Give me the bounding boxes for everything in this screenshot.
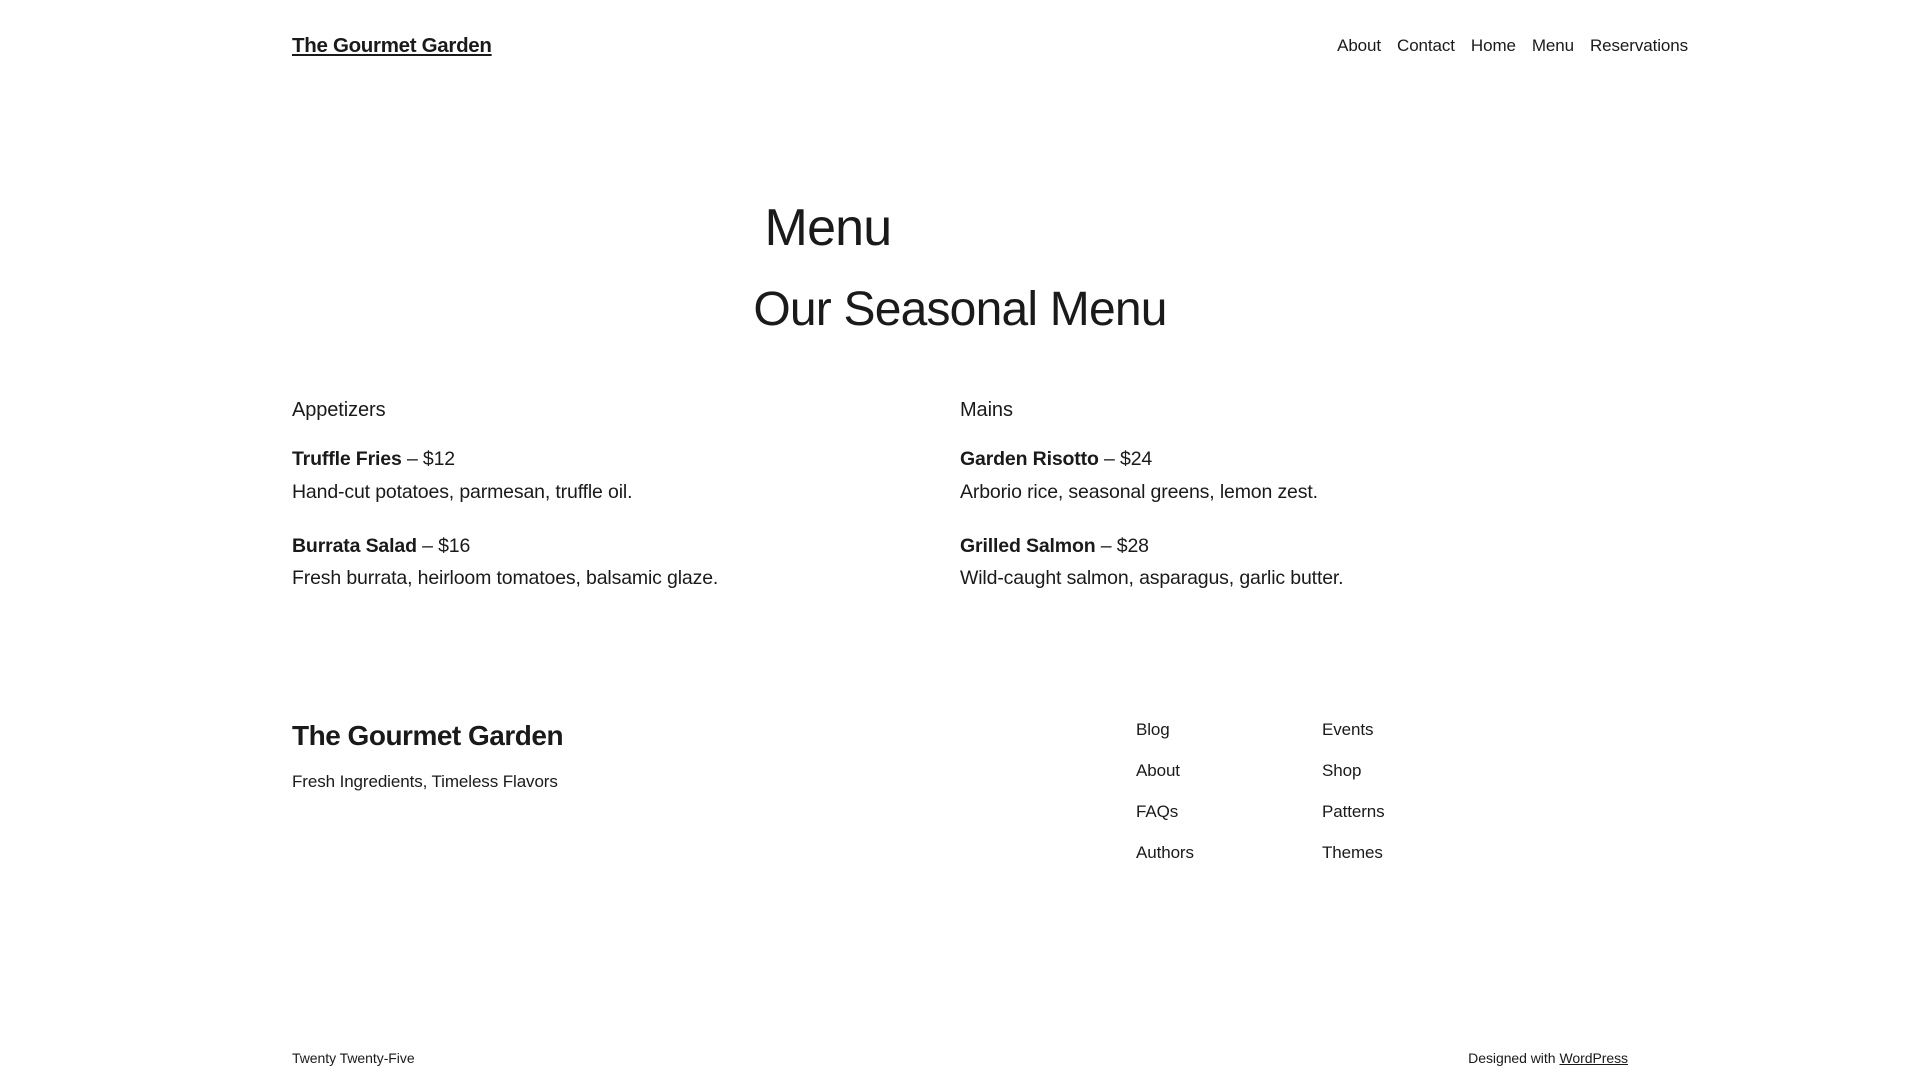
- footer-link-patterns[interactable]: Patterns: [1322, 802, 1385, 821]
- footer-brand: [292, 720, 563, 792]
- footer-tagline: Fresh Ingredients, Timeless Flavors: [292, 772, 558, 791]
- menu-item-heading: [292, 533, 890, 559]
- menu-column-appetizers: [292, 399, 960, 591]
- menu-item: [960, 533, 1558, 592]
- menu-item-description: Hand-cut potatoes, parmesan, truffle oil.: [292, 480, 633, 503]
- site-header: [0, 0, 1920, 70]
- footer-link-blog[interactable]: Blog: [1136, 720, 1170, 739]
- menu-column-title: Appetizers: [292, 399, 386, 422]
- footer-link-faqs[interactable]: FAQs: [1136, 802, 1179, 821]
- footer-link-themes[interactable]: Themes: [1322, 843, 1383, 862]
- footer-link-about[interactable]: About: [1136, 761, 1180, 780]
- main-content: [0, 70, 1920, 592]
- menu-item-price: – $28: [1100, 535, 1149, 557]
- menu-item-price: – $16: [422, 535, 471, 557]
- primary-navigation: [1337, 36, 1688, 56]
- site-footer: [0, 720, 1920, 1066]
- footer-link-events[interactable]: Events: [1322, 720, 1374, 739]
- menu-item-heading: [292, 446, 890, 472]
- nav-item-contact[interactable]: Contact: [1397, 36, 1455, 55]
- nav-item-menu[interactable]: Menu: [1531, 36, 1574, 55]
- menu-item-heading: [960, 533, 1558, 559]
- menu-item-name: Garden Risotto: [960, 448, 1099, 471]
- theme-credit: Twenty Twenty-Five: [292, 1050, 415, 1066]
- menu-item-description: Wild-caught salmon, asparagus, garlic butter.: [960, 567, 1344, 590]
- site-title[interactable]: The Gourmet Garden: [292, 34, 492, 57]
- menu-item-name: Truffle Fries: [292, 448, 402, 471]
- footer-site-title[interactable]: The Gourmet Garden: [292, 720, 564, 751]
- menu-item: [960, 446, 1558, 505]
- footer-link-shop[interactable]: Shop: [1322, 761, 1362, 780]
- page-title: Menu: [764, 199, 892, 257]
- menu-columns: [0, 399, 1920, 591]
- menu-item-name: Burrata Salad: [292, 535, 417, 557]
- nav-item-about[interactable]: About: [1337, 36, 1382, 55]
- wordpress-link[interactable]: WordPress: [1559, 1050, 1628, 1066]
- designed-with-credit: [1468, 1050, 1628, 1066]
- footer-top: [292, 720, 1628, 863]
- menu-item-description: Arborio rice, seasonal greens, lemon zest.: [960, 480, 1318, 503]
- footer-link-authors[interactable]: Authors: [1136, 843, 1194, 862]
- footer-bottom: [292, 1050, 1628, 1066]
- menu-item-description: Fresh burrata, heirloom tomatoes, balsamic glaze.: [292, 567, 719, 590]
- nav-item-home[interactable]: Home: [1470, 36, 1516, 55]
- footer-link-groups: [1136, 720, 1396, 863]
- menu-column-mains: [960, 399, 1628, 591]
- menu-item: [292, 533, 890, 592]
- menu-item-name: Grilled Salmon: [960, 535, 1096, 557]
- menu-item-price: – $24: [1104, 448, 1153, 471]
- footer-link-column-one: [1136, 720, 1210, 863]
- nav-item-reservations[interactable]: Reservations: [1589, 36, 1688, 55]
- menu-item: [292, 446, 890, 505]
- menu-item-heading: [960, 446, 1558, 472]
- menu-column-title: Mains: [960, 399, 1013, 422]
- footer-link-column-two: [1322, 720, 1396, 863]
- designed-with-label: Designed with: [1468, 1050, 1556, 1066]
- section-heading: Our Seasonal Menu: [753, 283, 1167, 337]
- menu-item-price: – $12: [406, 448, 456, 471]
